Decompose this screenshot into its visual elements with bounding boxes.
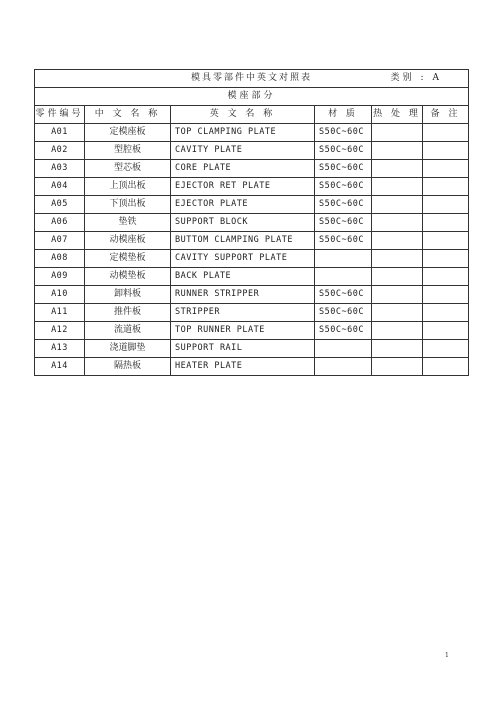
table-row	[35, 268, 469, 286]
cell-cn: 型腔板	[85, 142, 171, 160]
cell-en: CORE PLATE	[171, 160, 315, 178]
cell-note	[423, 178, 469, 196]
cell-en: SUPPORT BLOCK	[171, 214, 315, 232]
table-row	[35, 304, 469, 322]
cell-heat	[372, 214, 423, 232]
cell-material: S50C~60C	[315, 196, 372, 214]
cell-material: S50C~60C	[315, 304, 372, 322]
cell-cn: 隔热板	[85, 358, 171, 376]
table-row	[35, 322, 469, 340]
cell-note	[423, 250, 469, 268]
cell-material	[315, 358, 372, 376]
cell-code: A04	[35, 178, 85, 196]
cell-en: TOP CLAMPING PLATE	[171, 124, 315, 142]
cell-heat	[372, 286, 423, 304]
cell-en: HEATER PLATE	[171, 358, 315, 376]
cell-cn: 型芯板	[85, 160, 171, 178]
cell-material: S50C~60C	[315, 142, 372, 160]
cell-note	[423, 196, 469, 214]
cell-code: A07	[35, 232, 85, 250]
table-title: 模具零部件中英文对照表	[191, 73, 313, 83]
cell-cn: 定模垫板	[85, 250, 171, 268]
cell-cn: 卸料板	[85, 286, 171, 304]
cell-code: A13	[35, 340, 85, 358]
cell-material: S50C~60C	[315, 214, 372, 232]
table-row	[35, 286, 469, 304]
cell-note	[423, 232, 469, 250]
table-row	[35, 340, 469, 358]
cell-note	[423, 268, 469, 286]
header-cell-note: 备 注	[423, 106, 469, 124]
cell-material: S50C~60C	[315, 322, 372, 340]
cell-en: EJECTOR PLATE	[171, 196, 315, 214]
cell-material: S50C~60C	[315, 286, 372, 304]
cell-en: SUPPORT RAIL	[171, 340, 315, 358]
cell-note	[423, 286, 469, 304]
cell-heat	[372, 322, 423, 340]
category-label: 类别 :	[390, 73, 427, 83]
cell-heat	[372, 142, 423, 160]
cell-material: S50C~60C	[315, 124, 372, 142]
header-cell-en: 英 文 名 称	[171, 106, 315, 124]
cell-cn: 定模座板	[85, 124, 171, 142]
cell-heat	[372, 268, 423, 286]
cell-en: STRIPPER	[171, 304, 315, 322]
section-title: 模座部分	[35, 88, 469, 106]
cell-en: RUNNER STRIPPER	[171, 286, 315, 304]
cell-cn: 流道板	[85, 322, 171, 340]
page-number: 1	[445, 652, 449, 659]
cell-heat	[372, 124, 423, 142]
cell-code: A02	[35, 142, 85, 160]
cell-cn: 垫铁	[85, 214, 171, 232]
cell-cn: 动模垫板	[85, 268, 171, 286]
cell-heat	[372, 340, 423, 358]
table-row	[35, 160, 469, 178]
cell-material: S50C~60C	[315, 178, 372, 196]
cell-note	[423, 124, 469, 142]
cell-material	[315, 250, 372, 268]
cell-code: A06	[35, 214, 85, 232]
header-cell-material: 材 质	[315, 106, 372, 124]
cell-heat	[372, 304, 423, 322]
cell-heat	[372, 178, 423, 196]
table-row	[35, 196, 469, 214]
header-cell-cn: 中 文 名 称	[85, 106, 171, 124]
cell-material: S50C~60C	[315, 160, 372, 178]
cell-en: BUTTOM CLAMPING PLATE	[171, 232, 315, 250]
cell-code: A12	[35, 322, 85, 340]
parts-table	[34, 69, 469, 376]
cell-heat	[372, 358, 423, 376]
cell-material	[315, 340, 372, 358]
cell-cn: 浇道脚垫	[85, 340, 171, 358]
cell-code: A09	[35, 268, 85, 286]
table-row	[35, 214, 469, 232]
cell-en: CAVITY SUPPORT PLATE	[171, 250, 315, 268]
table-row	[35, 124, 469, 142]
cell-cn: 下顶出板	[85, 196, 171, 214]
cell-code: A05	[35, 196, 85, 214]
cell-cn: 推件板	[85, 304, 171, 322]
table-row	[35, 358, 469, 376]
cell-note	[423, 304, 469, 322]
cell-code: A03	[35, 160, 85, 178]
cell-en: BACK PLATE	[171, 268, 315, 286]
cell-material: S50C~60C	[315, 232, 372, 250]
cell-material	[315, 268, 372, 286]
header-cell-heat: 热 处 理	[372, 106, 423, 124]
cell-cn: 动模座板	[85, 232, 171, 250]
cell-code: A10	[35, 286, 85, 304]
cell-heat	[372, 232, 423, 250]
cell-heat	[372, 160, 423, 178]
cell-en: EJECTOR RET PLATE	[171, 178, 315, 196]
table-row	[35, 232, 469, 250]
cell-en: CAVITY PLATE	[171, 142, 315, 160]
cell-heat	[372, 196, 423, 214]
section-row	[35, 88, 469, 106]
header-row	[35, 106, 469, 124]
table-row	[35, 250, 469, 268]
table-row	[35, 142, 469, 160]
table-row	[35, 178, 469, 196]
cell-code: A01	[35, 124, 85, 142]
cell-note	[423, 322, 469, 340]
category-value: A	[432, 73, 443, 83]
title-row	[35, 70, 469, 88]
cell-code: A08	[35, 250, 85, 268]
cell-cn: 上顶出板	[85, 178, 171, 196]
cell-en: TOP RUNNER PLATE	[171, 322, 315, 340]
cell-code: A11	[35, 304, 85, 322]
cell-note	[423, 142, 469, 160]
cell-note	[423, 340, 469, 358]
category-info	[391, 70, 442, 87]
cell-heat	[372, 250, 423, 268]
cell-code: A14	[35, 358, 85, 376]
cell-note	[423, 358, 469, 376]
cell-note	[423, 160, 469, 178]
header-cell-code: 零件编号	[35, 106, 85, 124]
cell-note	[423, 214, 469, 232]
